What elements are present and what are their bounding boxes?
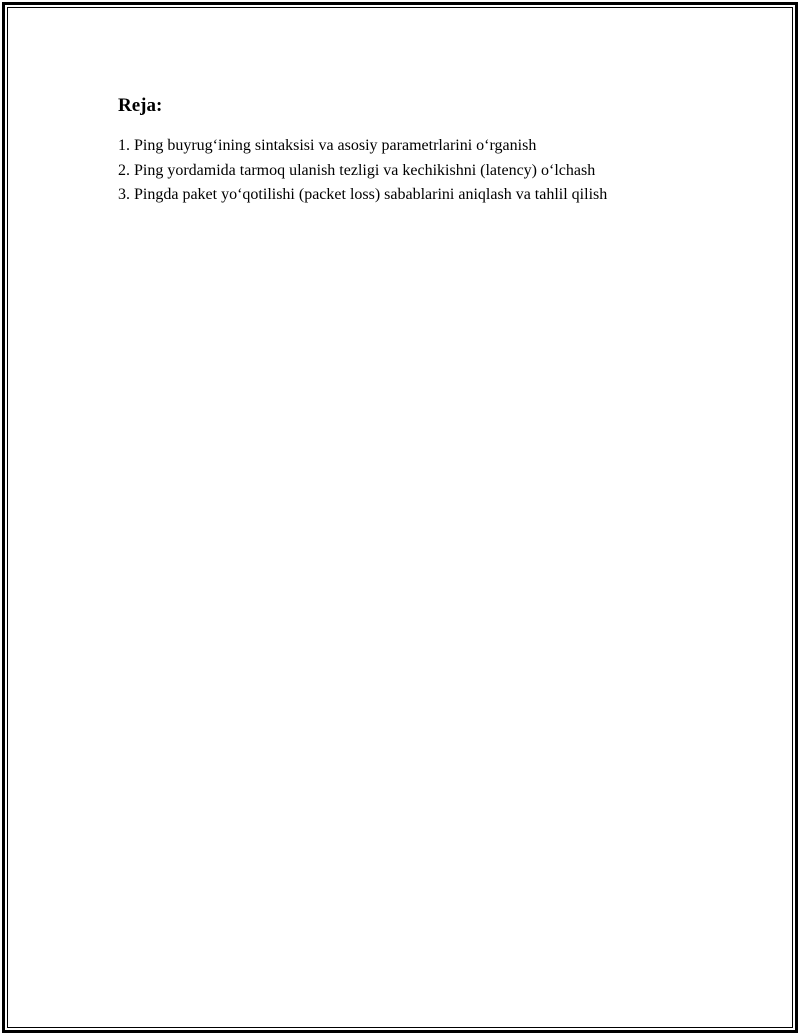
plan-item-1: 1. Ping buyrug‘ining sintaksisi va asosiy parametrlarini o‘rganish xyxy=(118,137,537,154)
plan-item-3: 3. Pingda paket yo‘qotilishi (packet loss) sabablarini aniqlash va tahlil qilish xyxy=(118,186,608,203)
section-heading: Reja: xyxy=(118,95,163,116)
plan-item-2: 2. Ping yordamida tarmoq ulanish tezligi va kechikishni (latency) o‘lchash xyxy=(118,161,596,179)
plan-list xyxy=(118,134,758,208)
document-content xyxy=(118,94,758,208)
